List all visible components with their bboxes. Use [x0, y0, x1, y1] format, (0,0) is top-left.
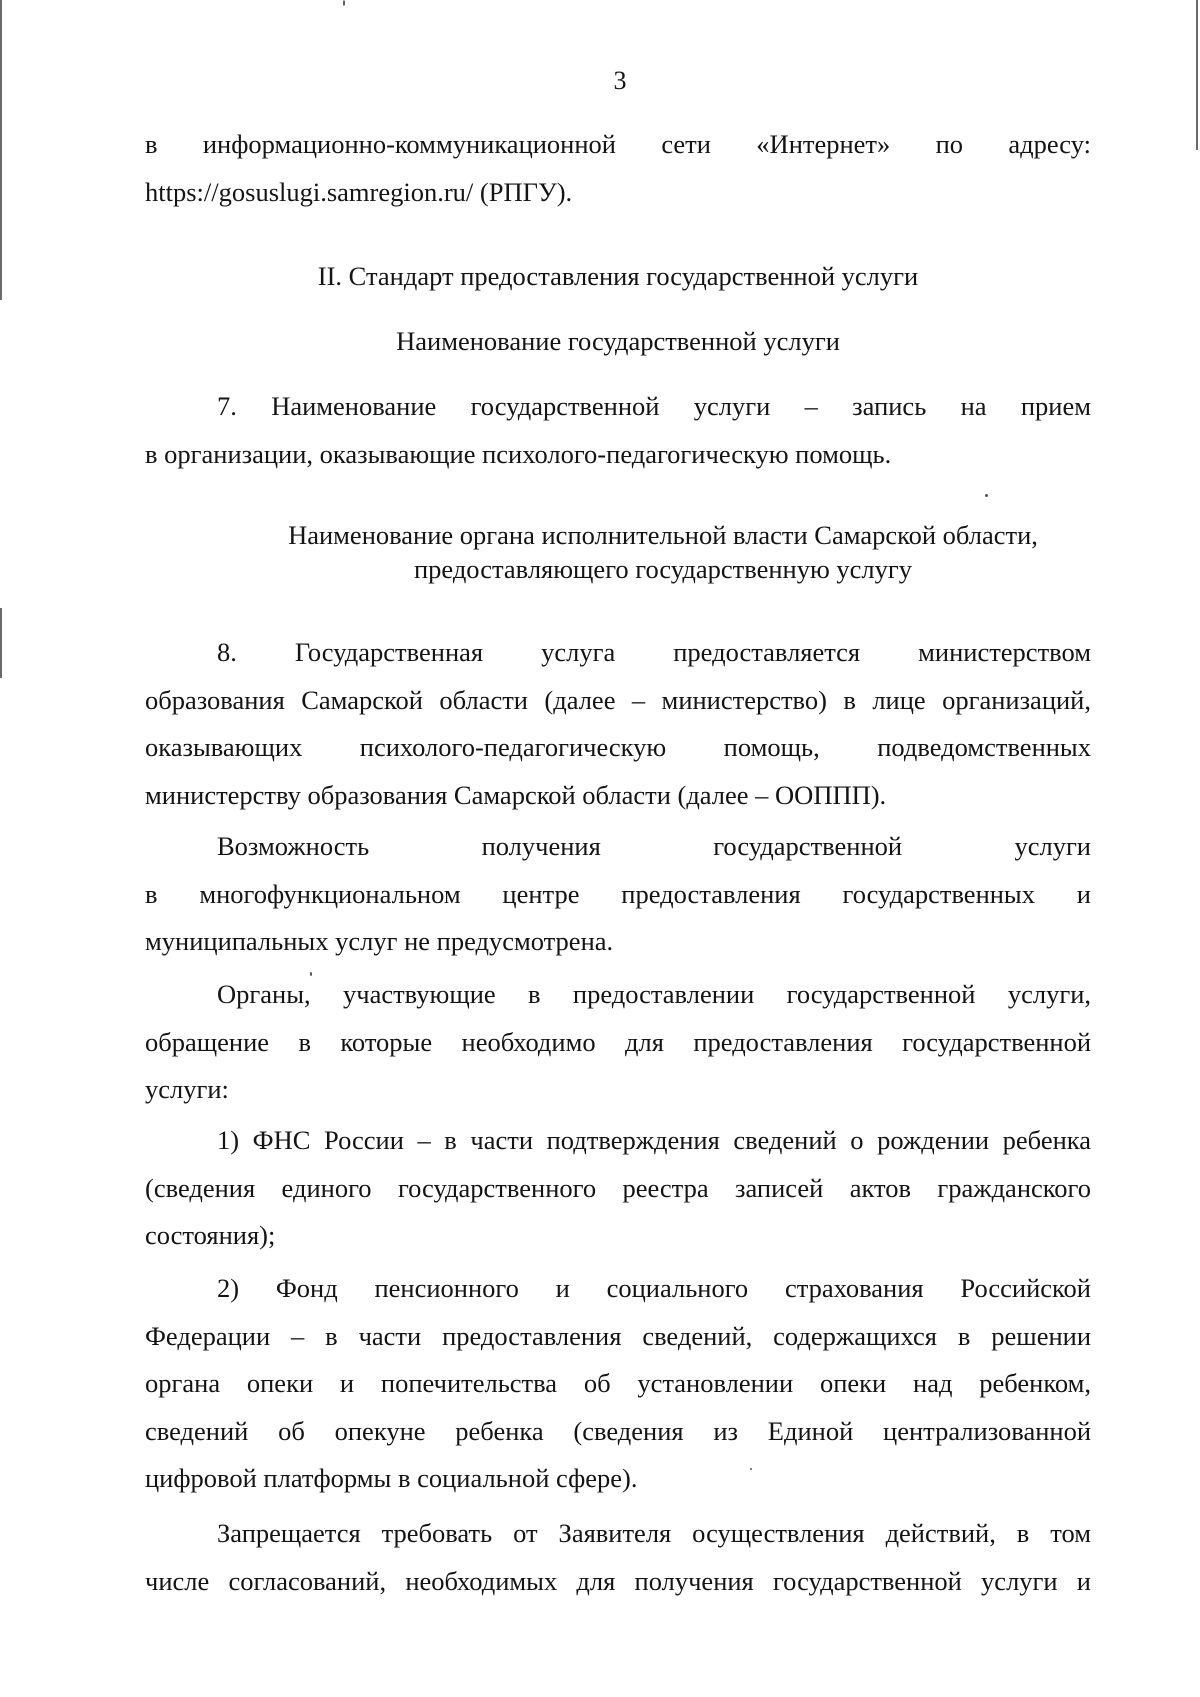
- subheading-authority-line-1: Наименование органа исполнительной власти Самарской области,: [288, 520, 1038, 550]
- paragraph-8-line-1: 8. Государственная услуга предоставляется министерством: [217, 637, 1091, 667]
- paragraph-8-line-2: образования Самарской области (далее – министерство) в лице организаций,: [145, 684, 1091, 715]
- paragraph-7: [145, 383, 1091, 478]
- section-title: II. Стандарт предоставления государственной услуги: [317, 261, 919, 291]
- list-item-2-line-5: цифровой платформы в социальной сфере).: [145, 1463, 638, 1493]
- scan-speck: [343, 0, 345, 6]
- paragraph-8: [145, 629, 1091, 819]
- paragraph-organs-line-3: услуги:: [145, 1074, 229, 1104]
- paragraph-organs: [145, 971, 1091, 1114]
- list-item-1-line-2: (сведения единого государственного реестра записей актов гражданского: [145, 1172, 1091, 1203]
- list-item-2: [145, 1265, 1091, 1503]
- paragraph-8-line-3: оказывающих психолого-педагогическую помощь, подведомственных: [145, 732, 1091, 762]
- intro-paragraph: [145, 121, 1091, 216]
- paragraph-organs-line-2: обращение в которые необходимо для предоставления государственной: [145, 1026, 1091, 1057]
- paragraph-mfc-line-2: в многофункциональном центре предоставления государственных и: [145, 878, 1091, 909]
- scan-speck: [985, 494, 988, 497]
- subheading-authority: [190, 518, 1136, 586]
- scan-edge-mark: [0, 608, 2, 678]
- list-item-1-line-1: 1) ФНС России – в части подтверждения сведений о рождении ребенка: [217, 1125, 1091, 1155]
- paragraph-mfc-line-3: муниципальных услуг не предусмотрена.: [145, 926, 614, 956]
- list-item-2-line-2: Федерации – в части предоставления сведений, содержащихся в решении: [145, 1320, 1091, 1351]
- list-item-1: [145, 1117, 1091, 1260]
- paragraph-7-line-1: 7. Наименование государственной услуги – запись на прием: [217, 391, 1091, 421]
- paragraph-organs-line-1: Органы, участвующие в предоставлении государственной услуги,: [217, 979, 1091, 1009]
- paragraph-prohibit: [145, 1510, 1091, 1605]
- paragraph-mfc-line-1: Возможность получения государственной услуги: [217, 831, 1091, 861]
- paragraph-prohibit-line-2: числе согласований, необходимых для получения государственной услуги и: [145, 1565, 1091, 1596]
- paragraph-7-line-2: в организации, оказывающие психолого-педагогическую помощь.: [145, 438, 892, 469]
- page-number: 3: [613, 66, 627, 95]
- intro-line-1: в информационно-коммуникационной сети «Интернет» по адресу:: [145, 129, 1091, 159]
- list-item-2-line-1: 2) Фонд пенсионного и социального страхования Российской: [217, 1273, 1091, 1303]
- subheading-service-name: Наименование государственной услуги: [396, 326, 840, 356]
- list-item-2-line-4: сведений об опекуне ребенка (сведения из Единой централизованной: [145, 1415, 1091, 1446]
- intro-line-2: https://gosuslugi.samregion.ru/ (РПГУ).: [145, 176, 573, 207]
- paragraph-prohibit-line-1: Запрещается требовать от Заявителя осуществления действий, в том: [217, 1518, 1091, 1548]
- paragraph-8-line-4: министерству образования Самарской области (далее – ООППП).: [145, 779, 887, 810]
- list-item-1-line-3: состояния);: [145, 1220, 276, 1250]
- list-item-2-line-3: органа опеки и попечительства об установлении опеки над ребенком,: [145, 1368, 1091, 1398]
- scan-edge-mark: [0, 0, 2, 300]
- paragraph-mfc: [145, 823, 1091, 966]
- subheading-authority-line-2: предоставляющего государственную услугу: [413, 554, 912, 584]
